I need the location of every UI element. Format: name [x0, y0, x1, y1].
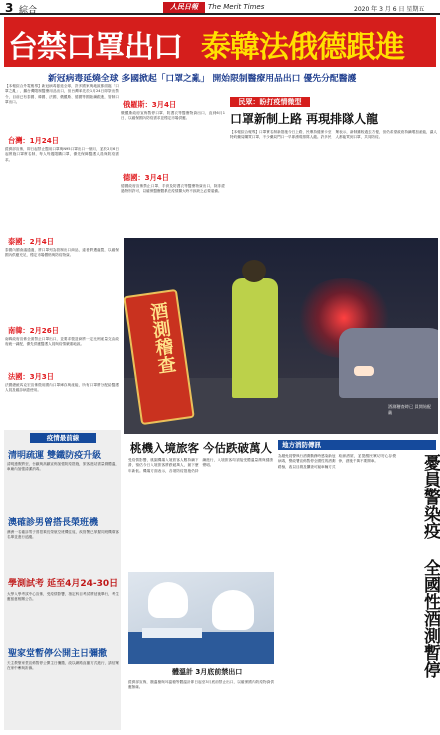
photo1-sign-text: 酒測稽查 [146, 300, 177, 376]
sidebar-item-body: 大學入學考試中心宣佈，受疫情影響，指定科目考試將延後舉行，考生應留意相關公告。 [7, 592, 119, 602]
sidebar-item-body: 天主教聖家堂宣佈暫停公開主日彌撒，改以網路直播方式進行，請信眾在家中參與祈禱。 [7, 661, 119, 671]
sidebar-item-title: 聖家堂暫停公開主日彌撒 [8, 649, 108, 659]
issue-date: 2020 年 3 月 6 日 星期五 [354, 6, 425, 13]
story1-kicker: 民眾：盼打疫情微型 [230, 97, 310, 107]
local-section-label: 地方消防傳訊 [278, 440, 436, 450]
col2-section-title: 德國：3月4日 [123, 173, 169, 182]
col2-section-body: 俄羅斯政府宣佈暫停口罩、防護衣等醫療物資出口，直到6月1日，以確保國內防疫需求並穩定市場供應。 [121, 111, 225, 121]
photo2-caption: 體溫計 3月底前禁出口 [172, 668, 243, 676]
col1-section-body: 南韓政府宣佈全面禁止口罩出口，並要求製造商將一定比例產量交由政府統一調配，優先供應醫護人員與疫情嚴重地區。 [5, 337, 119, 347]
news-photo-thermometer-factory [128, 572, 274, 664]
story1-body: 【本報綜合報導】口罩實名制新措施今日上路，民眾持健保卡至特約藥局購買口罩，不少藥局門口一早即湧現排隊人龍。許多民眾表示，新制雖較過去方便，但仍希望政府持續增加產能，讓人人都能買到口罩，共同防疫。 [230, 130, 437, 140]
local-section-body: 為避免員警執行酒測勤務時感染新冠病毒，警政署宣佈暫停全國性的酒測路檢，改以目測及攔查可疑車輛方式取締酒駕，並提醒民眾切勿心存僥倖，酒後千萬不要開車。 [278, 454, 396, 469]
headline-right: 泰韓法俄德跟進 [201, 30, 404, 65]
story2b-body: 經濟部宣佈，額溫槍與耳溫槍等體溫計即日起至3月底前禁止出口，以確保國內防疫物資供應無虞。 [128, 680, 274, 690]
col2-section-title: 俄羅斯：3月4日 [123, 100, 177, 109]
col1-section-title: 泰國：2月4日 [8, 237, 54, 246]
col1-section-body: 經濟部宣佈，即日起禁止醫用口罩與N95口罩出口一個月，並於2月6日起實施口罩實名制，每人每週限購口罩，優先保障醫護人員與防疫需求。 [5, 147, 119, 162]
col1-section-body: 泰國內閣會議通過，將口罩列為管制出口商品，違者將遭處罰，以確保國內供應充足，穩定市場價格與防疫物資。 [5, 248, 119, 258]
sidebar-item-body: 清明連假將至，台鐵與高鐵宣佈加強防疫措施，旅客進站需量測體溫，車廂內加強清潔消毒。 [7, 462, 119, 472]
headline-left: 台禁口罩出口 [8, 30, 182, 65]
col1-section-body: 法國總統馬克宏宣佈徵用國內口罩庫存與產能，所有口罩將分配給醫護人員及確診病患使用。 [5, 383, 119, 393]
sidebar-item-title: 學測試考 延至4月24-30日 [8, 579, 119, 589]
newspaper-logo-en: The Merit Times [208, 3, 265, 11]
sidebar-label: 疫情最前線 [30, 433, 96, 443]
col1-section-title: 台灣：1月24日 [8, 136, 59, 145]
col1-intro: 【本報綜合外電報導】新冠病毒蔓延全球，許多國家與地區都面臨「口罩之亂」，繼台灣限制醫療用品出口，但台灣率先於1月24日即祭出禁令，目前已有泰國、韓國、法國、俄羅斯、德國等國陸續跟進，管制口罩出口。 [5, 84, 119, 105]
sidebar-item-body: 澳洲一名確診男子曾搭乘長榮航空班機往返，疾管署已掌握同班機乘客名單並進行追蹤。 [7, 530, 119, 540]
col1-section-title: 南韓：2月26日 [8, 326, 59, 335]
section-name: 綜合 [19, 6, 38, 16]
sidebar-item-title: 澳確診男曾搭長榮班機 [8, 518, 99, 528]
story2-body: 受疫情影響，桃園機場入境旅客人數持續下滑，預估今日入境旅客將跌破萬人，創下歷年新低。機場方面表示，各項防疫措施仍持續進行，入境旅客均須接受體溫量測與健康聲明。 [128, 458, 273, 473]
local-vertical-headline: 憂員警染疫 全國性酒測暫停 [420, 454, 440, 678]
sidebar-item-title: 清明疏運 雙鐵防疫升級 [8, 451, 102, 461]
story2-title: 桃機入境旅客 今估跌破萬人 [130, 441, 273, 455]
col2-section-body: 德國政府宣佈禁止口罩、手套及防護衣等醫療物資出口，除非經過特別許可，以確保醫療體系在疫情擴大時不致缺乏必要裝備。 [121, 184, 225, 194]
col1-section-title: 法國：3月3日 [8, 372, 54, 381]
photo1-caption: 酒測稽查時已 員開始配戴 [388, 404, 432, 415]
page-number: 3 [5, 1, 14, 15]
subheadline: 新冠病毒延燒全球 多國掀起「口罩之亂」 開始限制醫療用品出口 優先分配醫護 [48, 74, 357, 84]
story1-title: 口罩新制上路 再現排隊人龍 [230, 112, 379, 126]
newspaper-logo: 人民日報 [163, 2, 205, 13]
